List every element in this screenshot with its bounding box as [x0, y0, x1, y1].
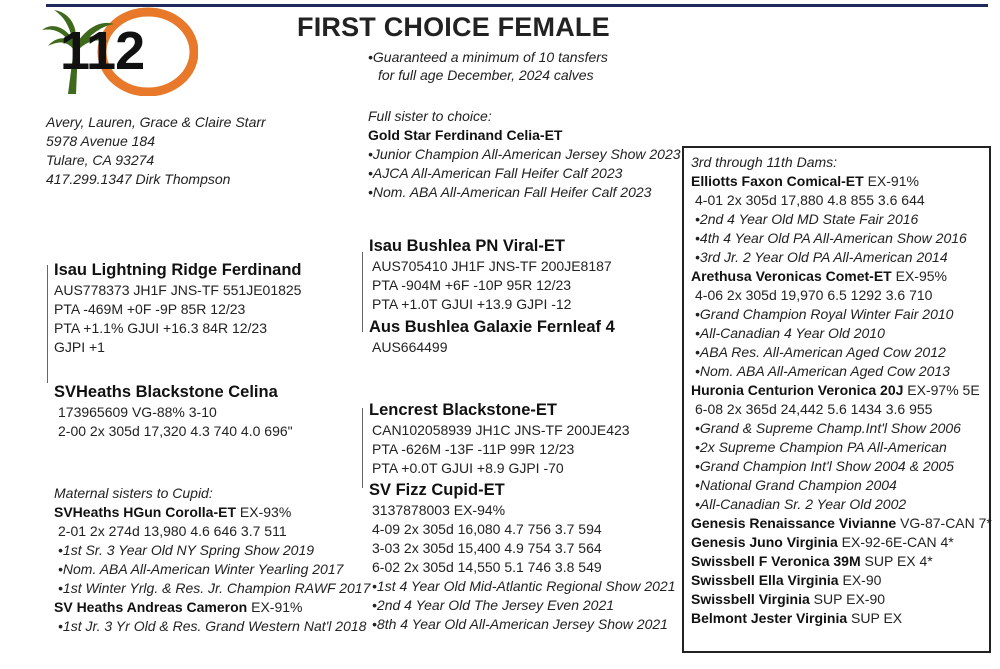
dam-award: •National Grand Champion 2004	[695, 477, 897, 493]
dam-of-dam-award: •1st 4 Year Old Mid-Atlantic Regional Show 2021	[372, 578, 676, 594]
full-sister-award: •Nom. ABA All-American Fall Heifer Calf 2023	[368, 184, 652, 200]
dam-line: 2-00 2x 305d 17,320 4.3 740 4.0 696"	[58, 423, 293, 439]
lot-number: 112	[60, 21, 145, 81]
dam-award: •4th 4 Year Old PA All-American Show 2016	[695, 230, 967, 246]
sister-award: •1st Winter Yrlg. & Res. Jr. Champion RAWF 2017	[58, 580, 371, 596]
dam-score: EX-92-6E-CAN 4*	[837, 534, 954, 550]
sire-line: AUS778373 JH1F JNS-TF 551JE01825	[54, 282, 302, 298]
dam-of-dam-line: 6-02 2x 305d 14,550 5.1 746 3.8 549	[372, 559, 602, 575]
full-sister-block	[368, 107, 681, 202]
sire-line: PTA +1.1% GJUI +16.3 84R 12/23	[54, 320, 267, 336]
dam-entry-name	[691, 381, 992, 400]
dam-name: Huronia Centurion Veronica 20J	[691, 382, 904, 398]
dam-name: Genesis Juno Virginia	[691, 534, 838, 550]
sire-line: PTA -469M +0F -9P 85R 12/23	[54, 301, 246, 317]
consignor-phone: 417.299.1347 Dirk Thompson	[46, 171, 231, 187]
dam-entry-name	[691, 552, 992, 571]
sister-line: 2-01 2x 274d 13,980 4.6 646 3.7 511	[58, 523, 287, 539]
sister-award: •1st Sr. 3 Year Old NY Spring Show 2019	[58, 542, 315, 558]
pedigree-line	[362, 408, 363, 488]
sire-of-sire-line: PTA -904M +6F -10P 95R 12/23	[372, 277, 572, 293]
dam-entry-name	[691, 172, 992, 191]
dam-entry-name	[691, 571, 992, 590]
sire-block	[54, 261, 302, 357]
dam-of-dam-name: SV Fizz Cupid-ET	[369, 481, 505, 499]
dam-line: 4-01 2x 305d 17,880 4.8 855 3.6 644	[695, 192, 925, 208]
consignor-city: Tulare, CA 93274	[46, 152, 155, 168]
sire-of-sire-name: Isau Bushlea PN Viral-ET	[369, 237, 565, 255]
sire-of-sire-line: PTA +1.0T GJUI +13.9 GJPI -12	[372, 296, 572, 312]
dam-of-dam-award: •2nd 4 Year Old The Jersey Even 2021	[372, 597, 615, 613]
dam-of-sire-name: Aus Bushlea Galaxie Fernleaf 4	[369, 318, 615, 336]
dam-award: •All-Canadian Sr. 2 Year Old 2002	[695, 496, 907, 512]
dam-score: VG-87-CAN 7*	[896, 515, 992, 531]
dams-box-content	[691, 153, 992, 628]
lot-logo	[38, 4, 198, 96]
dam-award: •Grand Champion Int'l Show 2004 & 2005	[695, 458, 954, 474]
dams-box	[682, 146, 991, 653]
sire-line: GJPI +1	[54, 339, 105, 355]
full-sister-award: •Junior Champion All-American Jersey Show 2023	[368, 146, 681, 162]
dam-score: SUP EX	[847, 610, 903, 626]
dam-score: EX-91%	[863, 173, 919, 189]
sire-of-dam-name: Lencrest Blackstone-ET	[369, 401, 557, 419]
sister-award: •Nom. ABA All-American Winter Yearling 2017	[58, 561, 344, 577]
dam-score: EX-97% 5E	[903, 382, 980, 398]
dam-entry-name	[691, 609, 992, 628]
sire-of-dam-line: PTA -626M -13F -11P 99R 12/23	[372, 441, 575, 457]
dam-score: EX-95%	[891, 268, 947, 284]
dam-award: •Grand & Supreme Champ.Int'l Show 2006	[695, 420, 961, 436]
dam-name: SVHeaths Blackstone Celina	[54, 383, 278, 401]
dam-of-sire-block	[369, 318, 615, 357]
maternal-sisters-heading: Maternal sisters to Cupid:	[54, 485, 213, 501]
dam-of-dam-block	[369, 481, 675, 634]
dam-entry-name	[691, 533, 992, 552]
sire-of-dam-block	[369, 401, 630, 478]
dam-of-dam-line: 3-03 2x 305d 15,400 4.9 754 3.7 564	[372, 540, 602, 556]
dam-award: •Nom. ABA All-American Aged Cow 2013	[695, 363, 950, 379]
dam-award: •2x Supreme Champion PA All-American	[695, 439, 947, 455]
full-sister-award: •AJCA All-American Fall Heifer Calf 2023	[368, 165, 623, 181]
dam-score: EX-90	[838, 572, 882, 588]
sister-score: EX-91%	[247, 599, 303, 615]
sister-name: SVHeaths HGun Corolla-ET	[54, 504, 237, 520]
dam-name: Swissbell Ella Virginia	[691, 572, 839, 588]
sister-award: •1st Jr. 3 Yr Old & Res. Grand Western Nat'l 2018	[58, 618, 367, 634]
dam-award: •All-Canadian 4 Year Old 2010	[695, 325, 885, 341]
pedigree-line	[47, 265, 48, 383]
page-title: FIRST CHOICE FEMALE	[297, 12, 610, 42]
full-sister-name: Gold Star Ferdinand Celia-ET	[368, 127, 563, 143]
sire-of-sire-block	[369, 237, 612, 314]
dam-of-sire-line: AUS664499	[372, 339, 448, 355]
dam-entry-name	[691, 590, 992, 609]
consignor-block	[46, 113, 266, 189]
dam-award: •2nd 4 Year Old MD State Fair 2016	[695, 211, 919, 227]
dam-name: Elliotts Faxon Comical-ET	[691, 173, 864, 189]
sire-name: Isau Lightning Ridge Ferdinand	[54, 261, 302, 279]
guarantee-line-1: •Guaranteed a minimum of 10 tansfers	[368, 49, 608, 65]
dam-award: •Grand Champion Royal Winter Fair 2010	[695, 306, 954, 322]
consignor-street: 5978 Avenue 184	[46, 133, 155, 149]
sister-score: EX-93%	[236, 504, 292, 520]
dam-line: 173965609 VG-88% 3-10	[58, 404, 217, 420]
sister-name-line	[54, 503, 370, 522]
dam-score: SUP EX 4*	[860, 553, 933, 569]
dam-name: Genesis Renaissance Vivianne	[691, 515, 897, 531]
dam-name: Arethusa Veronicas Comet-ET	[691, 268, 892, 284]
dam-name: Swissbell Virginia	[691, 591, 810, 607]
sister-name-line	[54, 598, 370, 617]
dam-entry-name	[691, 267, 992, 286]
dam-block	[54, 383, 293, 441]
pedigree-line	[362, 252, 363, 332]
sire-of-sire-line: AUS705410 JH1F JNS-TF 200JE8187	[372, 258, 612, 274]
dam-name: Belmont Jester Virginia	[691, 610, 848, 626]
dams-heading: 3rd through 11th Dams:	[691, 154, 838, 170]
dam-line: 6-08 2x 365d 24,442 5.6 1434 3.6 955	[695, 401, 933, 417]
guarantee-line-2: for full age December, 2024 calves	[378, 67, 594, 83]
full-sister-heading: Full sister to choice:	[368, 108, 492, 124]
sire-of-dam-line: PTA +0.0T GJUI +8.9 GJPI -70	[372, 460, 564, 476]
dam-of-dam-line: 4-09 2x 305d 16,080 4.7 756 3.7 594	[372, 521, 602, 537]
consignor-names: Avery, Lauren, Grace & Claire Starr	[46, 114, 266, 130]
dam-line: 4-06 2x 305d 19,970 6.5 1292 3.6 710	[695, 287, 933, 303]
dam-award: •3rd Jr. 2 Year Old PA All-American 2014	[695, 249, 948, 265]
dam-score: SUP EX-90	[809, 591, 886, 607]
sire-of-dam-line: CAN102058939 JH1C JNS-TF 200JE423	[372, 422, 630, 438]
sister-name: SV Heaths Andreas Cameron	[54, 599, 248, 615]
maternal-sisters-block	[54, 484, 370, 636]
dam-name: Swissbell F Veronica 39M	[691, 553, 861, 569]
dam-entry-name	[691, 514, 992, 533]
dam-of-dam-award: •8th 4 Year Old All-American Jersey Show 2021	[372, 616, 668, 632]
dam-award: •ABA Res. All-American Aged Cow 2012	[695, 344, 946, 360]
dam-of-dam-line: 3137878003 EX-94%	[372, 502, 506, 518]
